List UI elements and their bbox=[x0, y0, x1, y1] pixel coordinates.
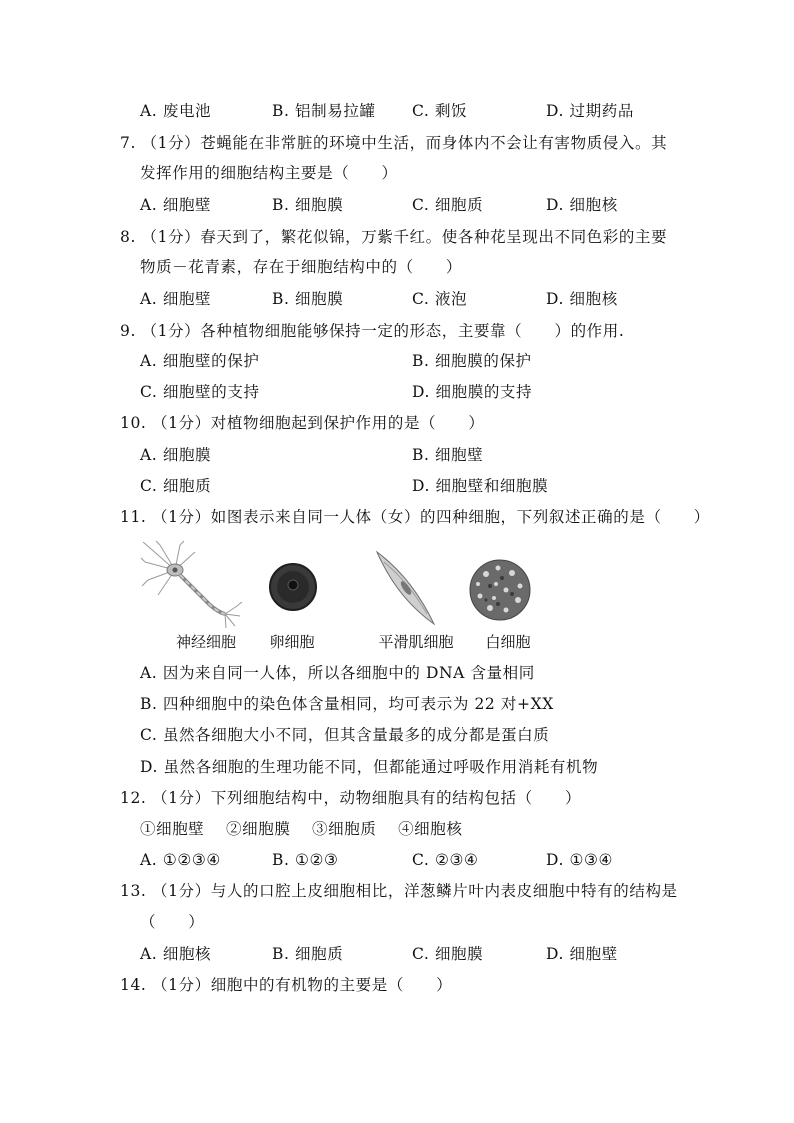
q11-option-c: C. 虽然各细胞大小不同，但其含量最多的成分都是蛋白质 bbox=[140, 726, 550, 744]
q8-option-a: A. 细胞壁 bbox=[140, 290, 212, 308]
q13-option-d: D. 细胞壁 bbox=[546, 945, 618, 963]
q11-option-d: D. 虽然各细胞的生理功能不同，但都能通过呼吸作用消耗有机物 bbox=[140, 758, 599, 776]
q12-option-a: A. ①②③④ bbox=[140, 851, 221, 869]
q12-stem: 12. （1分）下列细胞结构中，动物细胞具有的结构包括（ ） bbox=[120, 789, 582, 807]
q12-option-d: D. ①③④ bbox=[546, 851, 614, 869]
smooth-muscle-cell-image bbox=[372, 548, 437, 628]
q12-option-c: C. ②③④ bbox=[412, 851, 479, 869]
q9-stem: 9. （1分）各种植物细胞能够保持一定的形态，主要靠（ ）的作用. bbox=[120, 322, 625, 340]
q10-option-b: B. 细胞壁 bbox=[412, 446, 484, 464]
q13-stem-line2: （ ） bbox=[140, 913, 205, 931]
q12-items: ①细胞壁 ②细胞膜 ③细胞质 ④细胞核 bbox=[140, 820, 463, 838]
q7-stem-line2: 发挥作用的细胞结构主要是（ ） bbox=[140, 164, 398, 182]
q8-option-d: D. 细胞核 bbox=[546, 290, 618, 308]
egg-cell-image bbox=[268, 562, 318, 612]
q7-option-b: B. 细胞膜 bbox=[272, 196, 344, 214]
q11-option-a: A. 因为来自同一人体，所以各细胞中的 DNA 含量相同 bbox=[140, 664, 535, 682]
q9-option-d: D. 细胞膜的支持 bbox=[412, 383, 533, 401]
caption-neuron: 神经细胞 bbox=[175, 633, 236, 651]
q7-option-a: A. 细胞壁 bbox=[140, 196, 212, 214]
q9-option-b: B. 细胞膜的保护 bbox=[412, 352, 532, 370]
q6-option-a: A. 废电池 bbox=[140, 102, 212, 120]
q10-option-d: D. 细胞壁和细胞膜 bbox=[412, 477, 549, 495]
q7-option-d: D. 细胞核 bbox=[546, 196, 618, 214]
neuron-cell-image bbox=[140, 540, 245, 630]
q11-stem: 11. （1分）如图表示来自同一人体（女）的四种细胞，下列叙述正确的是（ ） bbox=[120, 508, 710, 526]
white-blood-cell-image bbox=[468, 558, 532, 622]
caption-white-blood-cell: 白细胞 bbox=[485, 633, 531, 651]
caption-smooth-muscle: 平滑肌细胞 bbox=[378, 633, 454, 651]
q13-option-a: A. 细胞核 bbox=[140, 945, 212, 963]
q10-stem: 10. （1分）对植物细胞起到保护作用的是（ ） bbox=[120, 414, 485, 432]
q14-stem: 14. （1分）细胞中的有机物的主要是（ ） bbox=[120, 976, 453, 994]
q6-option-b: B. 铝制易拉罐 bbox=[272, 102, 376, 120]
caption-egg-cell: 卵细胞 bbox=[269, 633, 315, 651]
q8-stem-line1: 8. （1分）春天到了，繁花似锦，万紫千红。使各种花呈现出不同色彩的主要 bbox=[120, 228, 668, 246]
q13-option-c: C. 细胞膜 bbox=[412, 945, 484, 963]
q7-option-c: C. 细胞质 bbox=[412, 196, 484, 214]
q13-stem-line1: 13. （1分）与人的口腔上皮细胞相比，洋葱鳞片叶内表皮细胞中特有的结构是 bbox=[120, 882, 678, 900]
q11-option-b: B. 四种细胞中的染色体含量相同，均可表示为 22 对+XX bbox=[140, 695, 554, 713]
q8-option-c: C. 液泡 bbox=[412, 290, 468, 308]
q9-option-a: A. 细胞壁的保护 bbox=[140, 352, 260, 370]
q8-option-b: B. 细胞膜 bbox=[272, 290, 344, 308]
q8-stem-line2: 物质－花青素，存在于细胞结构中的（ ） bbox=[140, 258, 463, 276]
q9-option-c: C. 细胞壁的支持 bbox=[140, 383, 260, 401]
q6-option-d: D. 过期药品 bbox=[546, 102, 634, 120]
q10-option-a: A. 细胞膜 bbox=[140, 446, 212, 464]
q10-option-c: C. 细胞质 bbox=[140, 477, 212, 495]
q6-option-c: C. 剩饭 bbox=[412, 102, 468, 120]
q13-option-b: B. 细胞质 bbox=[272, 945, 344, 963]
q7-stem-line1: 7. （1分）苍蝇能在非常脏的环境中生活，而身体内不会让有害物质侵入。其 bbox=[120, 134, 668, 152]
q12-option-b: B. ①②③ bbox=[272, 851, 339, 869]
